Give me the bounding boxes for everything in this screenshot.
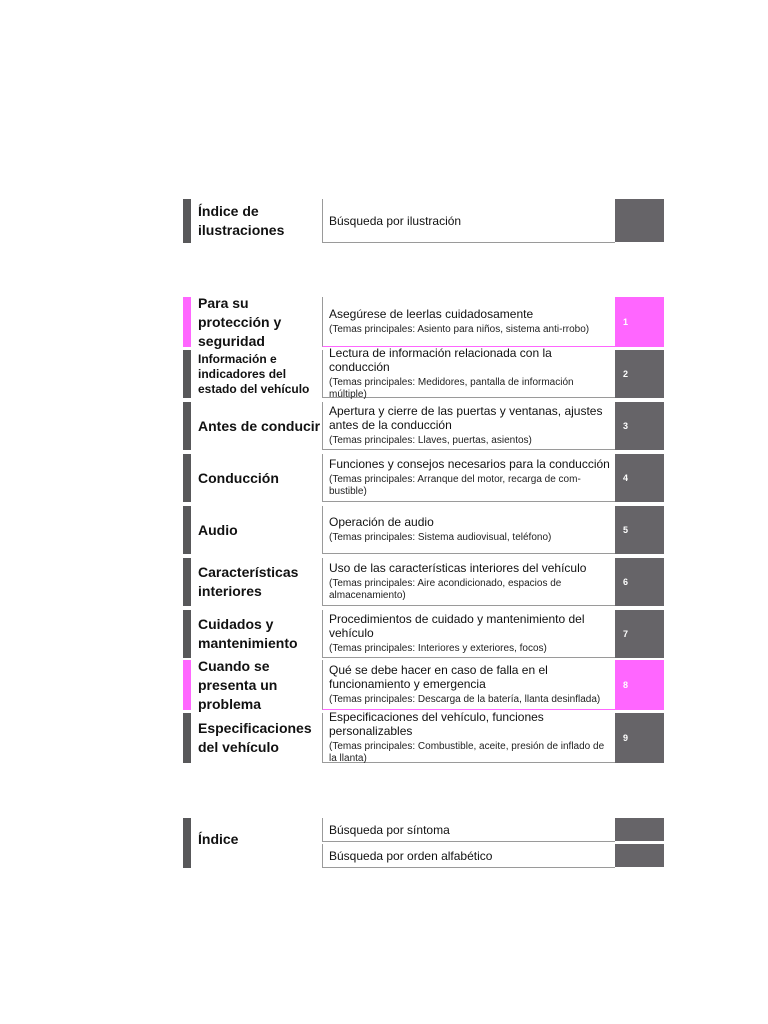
chapter-title: Para su protección y seguridad: [198, 294, 282, 349]
index-item-alphabetic[interactable]: [322, 844, 615, 868]
chapter-sub-text: (Temas principales: Llaves, puertas, asientos): [329, 435, 532, 446]
chapter-marker-bar: [183, 506, 191, 554]
chapter-row-4[interactable]: [183, 454, 664, 502]
chapter-row-5[interactable]: [183, 506, 664, 554]
index-item-symptom[interactable]: [322, 818, 615, 842]
chapter-marker-bar: [183, 558, 191, 606]
chapter-tab-9[interactable]: 9: [615, 713, 664, 763]
chapter-row-6[interactable]: [183, 558, 664, 606]
chapter-tab-3[interactable]: 3: [615, 402, 664, 450]
chapter-desc-box[interactable]: [322, 558, 615, 606]
chapter-marker-bar: [183, 454, 191, 502]
section-marker-bar: [183, 818, 191, 868]
illustrations-desc: Búsqueda por ilustración: [329, 213, 462, 228]
index-item-label: Búsqueda por orden alfabético: [329, 848, 493, 863]
chapter-sub-text: (Temas principales: Medidores, pantalla de información múltiple): [329, 377, 574, 400]
illustrations-section[interactable]: [183, 199, 664, 243]
chapter-marker-bar: [183, 402, 191, 450]
chapter-desc-box[interactable]: [322, 297, 615, 347]
chapter-title: Información e indicadores del estado del vehículo: [198, 351, 310, 396]
index-section: [183, 818, 664, 868]
chapter-main-text: Lectura de información relacionada con la conducción: [329, 346, 552, 374]
chapter-main-text: Asegúrese de leerlas cuidadosamente: [329, 307, 534, 321]
chapter-tab-2[interactable]: 2: [615, 350, 664, 398]
chapter-sub-text: (Temas principales: Asiento para niños, sistema anti-rrobo): [329, 324, 590, 335]
chapter-desc-box[interactable]: [322, 402, 615, 450]
illustrations-title: Índice de ilustraciones: [198, 203, 285, 238]
chapter-row-9[interactable]: [183, 710, 664, 764]
illustrations-tab[interactable]: [615, 199, 664, 242]
chapter-row-1[interactable]: [183, 294, 664, 349]
chapter-row-7[interactable]: [183, 610, 664, 658]
chapter-main-text: Qué se debe hacer en caso de falla en el funcionamiento y emergencia: [329, 663, 548, 691]
chapter-main-text: Operación de audio: [329, 515, 434, 529]
chapter-tab-4[interactable]: 4: [615, 454, 664, 502]
chapter-tab-1[interactable]: 1: [615, 297, 664, 347]
section-marker-bar: [183, 199, 191, 243]
index-title: Índice: [198, 831, 239, 847]
chapter-tab-8[interactable]: 8: [615, 660, 664, 710]
chapter-sub-text: (Temas principales: Descarga de la batería, llanta desinflada): [329, 694, 601, 705]
chapter-sub-text: (Temas principales: Aire acondicionado, espacios de almacenamiento): [329, 578, 562, 601]
chapter-tab-5[interactable]: 5: [615, 506, 664, 554]
chapters-section: [183, 294, 664, 764]
chapter-tab-7[interactable]: 7: [615, 610, 664, 658]
chapter-desc-box[interactable]: [322, 710, 615, 764]
index-item-label: Búsqueda por síntoma: [329, 822, 450, 837]
chapter-marker-bar: [183, 660, 191, 710]
chapter-sub-text: (Temas principales: Sistema audiovisual, teléfono): [329, 532, 552, 543]
chapter-title: Cuidados y mantenimiento: [198, 616, 298, 651]
chapter-row-8[interactable]: [183, 657, 664, 712]
chapter-desc-box[interactable]: [322, 346, 615, 400]
chapter-title: Antes de conducir: [198, 417, 321, 434]
chapter-main-text: Especificaciones del vehículo, funciones personalizables: [329, 710, 544, 738]
chapter-sub-text: (Temas principales: Interiores y exteriores, focos): [329, 643, 547, 654]
chapter-desc-box[interactable]: [322, 610, 615, 658]
chapter-sub-text: (Temas principales: Combustible, aceite, presión de inflado de la llanta): [329, 741, 605, 764]
chapter-marker-bar: [183, 350, 191, 398]
chapter-sub-text: (Temas principales: Arranque del motor, recarga de com-bustible): [329, 474, 581, 497]
chapter-tab-6[interactable]: 6: [615, 558, 664, 606]
chapter-main-text: Apertura y cierre de las puertas y ventanas, ajustes antes de la conducción: [329, 404, 603, 432]
chapter-row-3[interactable]: [183, 402, 664, 450]
chapter-row-2[interactable]: [183, 346, 664, 400]
chapter-title: Cuando se presenta un problema: [198, 657, 278, 712]
index-tab-alphabetic[interactable]: [615, 844, 664, 867]
chapter-title: Especificaciones del vehículo: [198, 720, 312, 755]
chapter-title: Características interiores: [198, 564, 299, 599]
chapter-main-text: Procedimientos de cuidado y mantenimiento del vehículo: [329, 612, 585, 640]
illustrations-desc-box[interactable]: [322, 199, 615, 243]
chapter-desc-box[interactable]: [322, 454, 615, 502]
chapter-marker-bar: [183, 297, 191, 347]
chapter-marker-bar: [183, 713, 191, 763]
chapter-desc-box[interactable]: [322, 660, 615, 710]
chapter-main-text: Funciones y consejos necesarios para la conducción: [329, 457, 610, 471]
index-tab-symptom[interactable]: [615, 818, 664, 841]
chapter-main-text: Uso de las características interiores del vehículo: [329, 561, 587, 575]
chapter-title: Audio: [198, 521, 238, 538]
chapter-marker-bar: [183, 610, 191, 658]
chapter-title: Conducción: [198, 469, 279, 486]
chapter-desc-box[interactable]: [322, 506, 615, 554]
